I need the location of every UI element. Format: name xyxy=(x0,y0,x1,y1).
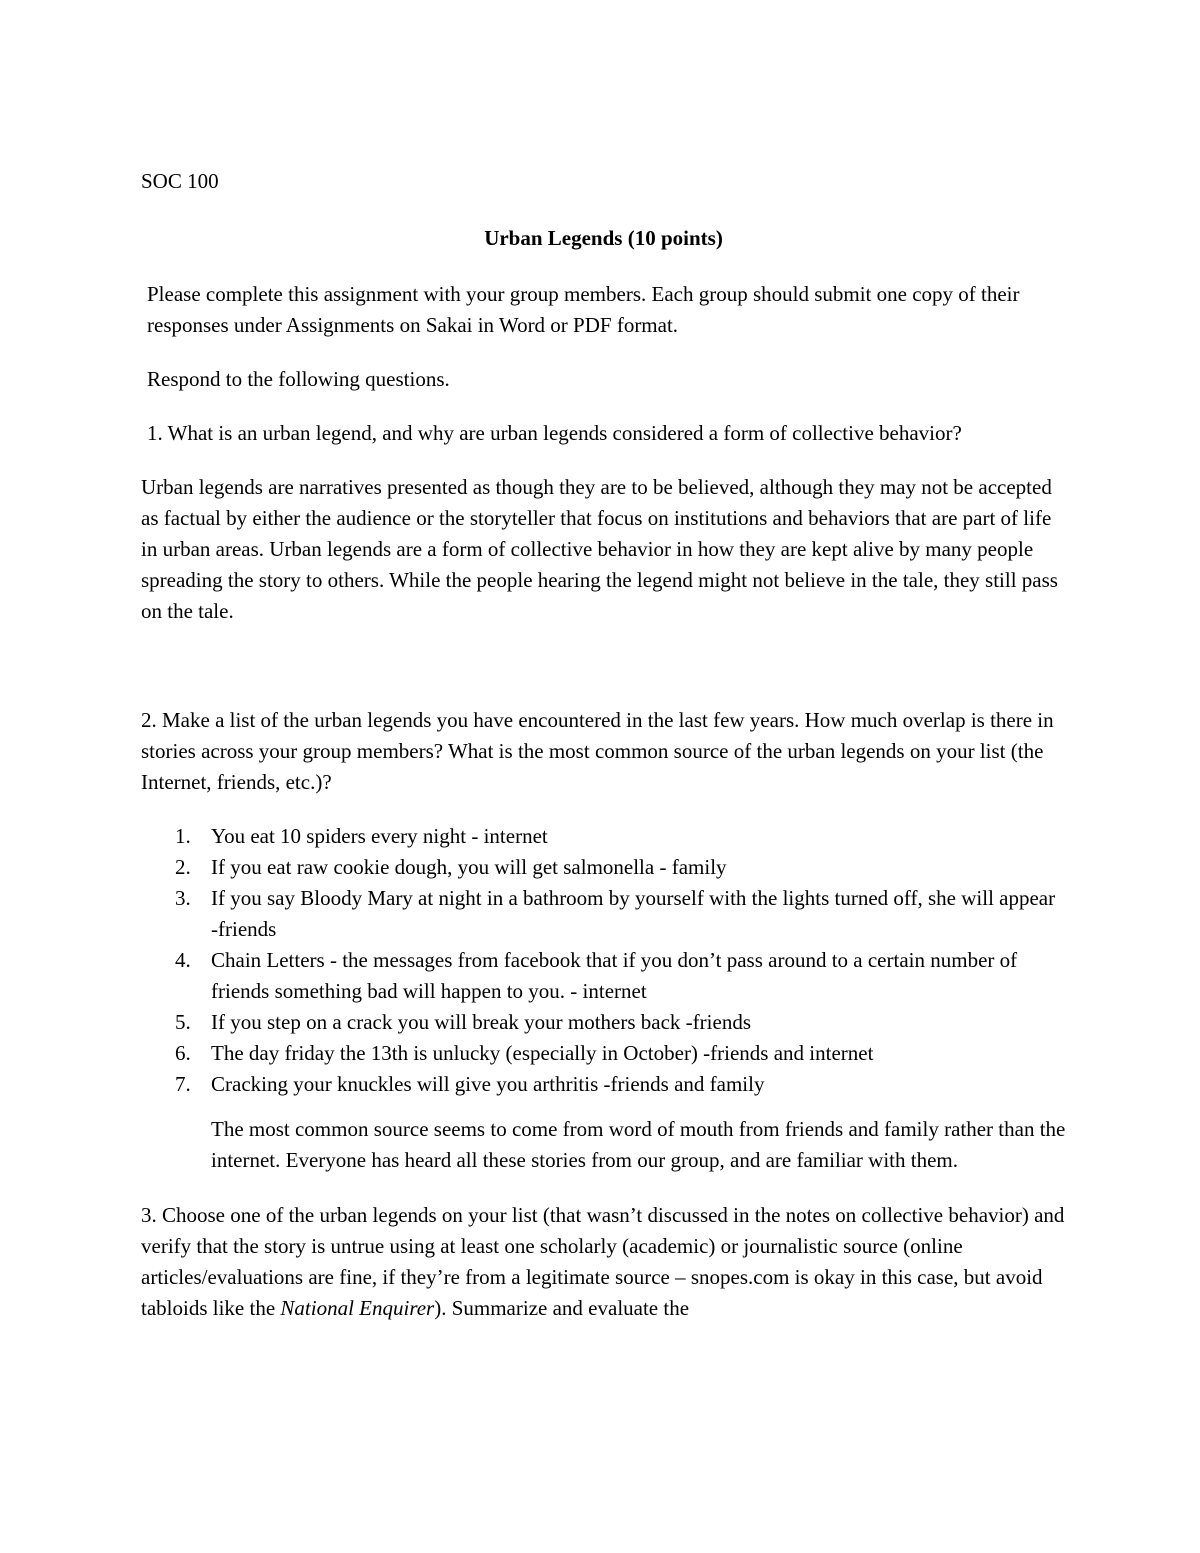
question-2: 2. Make a list of the urban legends you have encountered in the last few years. How much overlap is there in stories across your group members? What is the most common source of the urban legends on your list (the Internet, friends, etc.)? xyxy=(141,708,1054,794)
course-code: SOC 100 xyxy=(141,169,219,193)
list-item-text: If you eat raw cookie dough, you will get salmonella - family xyxy=(211,855,727,879)
question-3: 3. Choose one of the urban legends on your list (that wasn’t discussed in the notes on collective behavior) and verify that the story is untrue using at least one scholarly (academic) or journalistic source (online articles/evaluations are fine, if they’re from a legitimate source – snopes.com is okay in this case, but avoid tabloids like the National Enquirer). Summarize and evaluate the xyxy=(141,1203,1065,1320)
document-page xyxy=(141,166,1066,1324)
list-item-text: Cracking your knuckles will give you arthritis -friends and family xyxy=(211,1072,765,1096)
list-item-text: If you say Bloody Mary at night in a bathroom by yourself with the lights turned off, she will appear -friends xyxy=(211,886,1056,941)
list-item: 5. If you step on a crack you will break your mothers back -friends xyxy=(175,1010,751,1034)
answer-1: Urban legends are narratives presented as though they are to be believed, although they may not be accepted as factual by either the audience or the storyteller that focus on institutions and behaviors that are part of life in urban areas. Urban legends are a form of collective behavior in how they are kept alive by many people spreading the story to others. While the people hearing the legend might not believe in the tale, they still pass on the tale. xyxy=(141,475,1058,623)
list-item-text: Chain Letters - the messages from facebook that if you don’t pass around to a certain number of friends something bad will happen to you. - internet xyxy=(211,948,1018,1003)
respond-prompt: Respond to the following questions. xyxy=(147,367,450,391)
list-item-text: You eat 10 spiders every night - internet xyxy=(211,824,548,848)
question-1: 1. What is an urban legend, and why are urban legends considered a form of collective behavior? xyxy=(147,421,962,445)
list-item: 2. If you eat raw cookie dough, you will get salmonella - family xyxy=(175,855,727,879)
list-item: 3. If you say Bloody Mary at night in a bathroom by yourself with the lights turned off, she will appear -friends xyxy=(175,886,1056,941)
assignment-title: Urban Legends (10 points) xyxy=(484,226,723,250)
blank-space xyxy=(141,651,1066,705)
list-item: 1. You eat 10 spiders every night - internet xyxy=(175,824,548,848)
instructions-paragraph: Please complete this assignment with your group members. Each group should submit one copy of their responses under Assignments on Sakai in Word or PDF format. xyxy=(147,282,1020,337)
legend-list xyxy=(141,821,1066,1100)
list-item-text: If you step on a crack you will break your mothers back -friends xyxy=(211,1010,751,1034)
list-item: 4. Chain Letters - the messages from facebook that if you don’t pass around to a certain number of friends something bad will happen to you. - internet xyxy=(175,948,1018,1003)
publication-name: National Enquirer xyxy=(280,1296,435,1320)
list-item: 7. Cracking your knuckles will give you arthritis -friends and family xyxy=(175,1072,765,1096)
list-item: 6. The day friday the 13th is unlucky (especially in October) -friends and internet xyxy=(175,1041,874,1065)
list-item-text: The day friday the 13th is unlucky (especially in October) -friends and internet xyxy=(211,1041,874,1065)
answer-2-summary: The most common source seems to come from word of mouth from friends and family rather than the internet. Everyone has heard all these stories from our group, and are familiar with them. xyxy=(211,1117,1066,1172)
